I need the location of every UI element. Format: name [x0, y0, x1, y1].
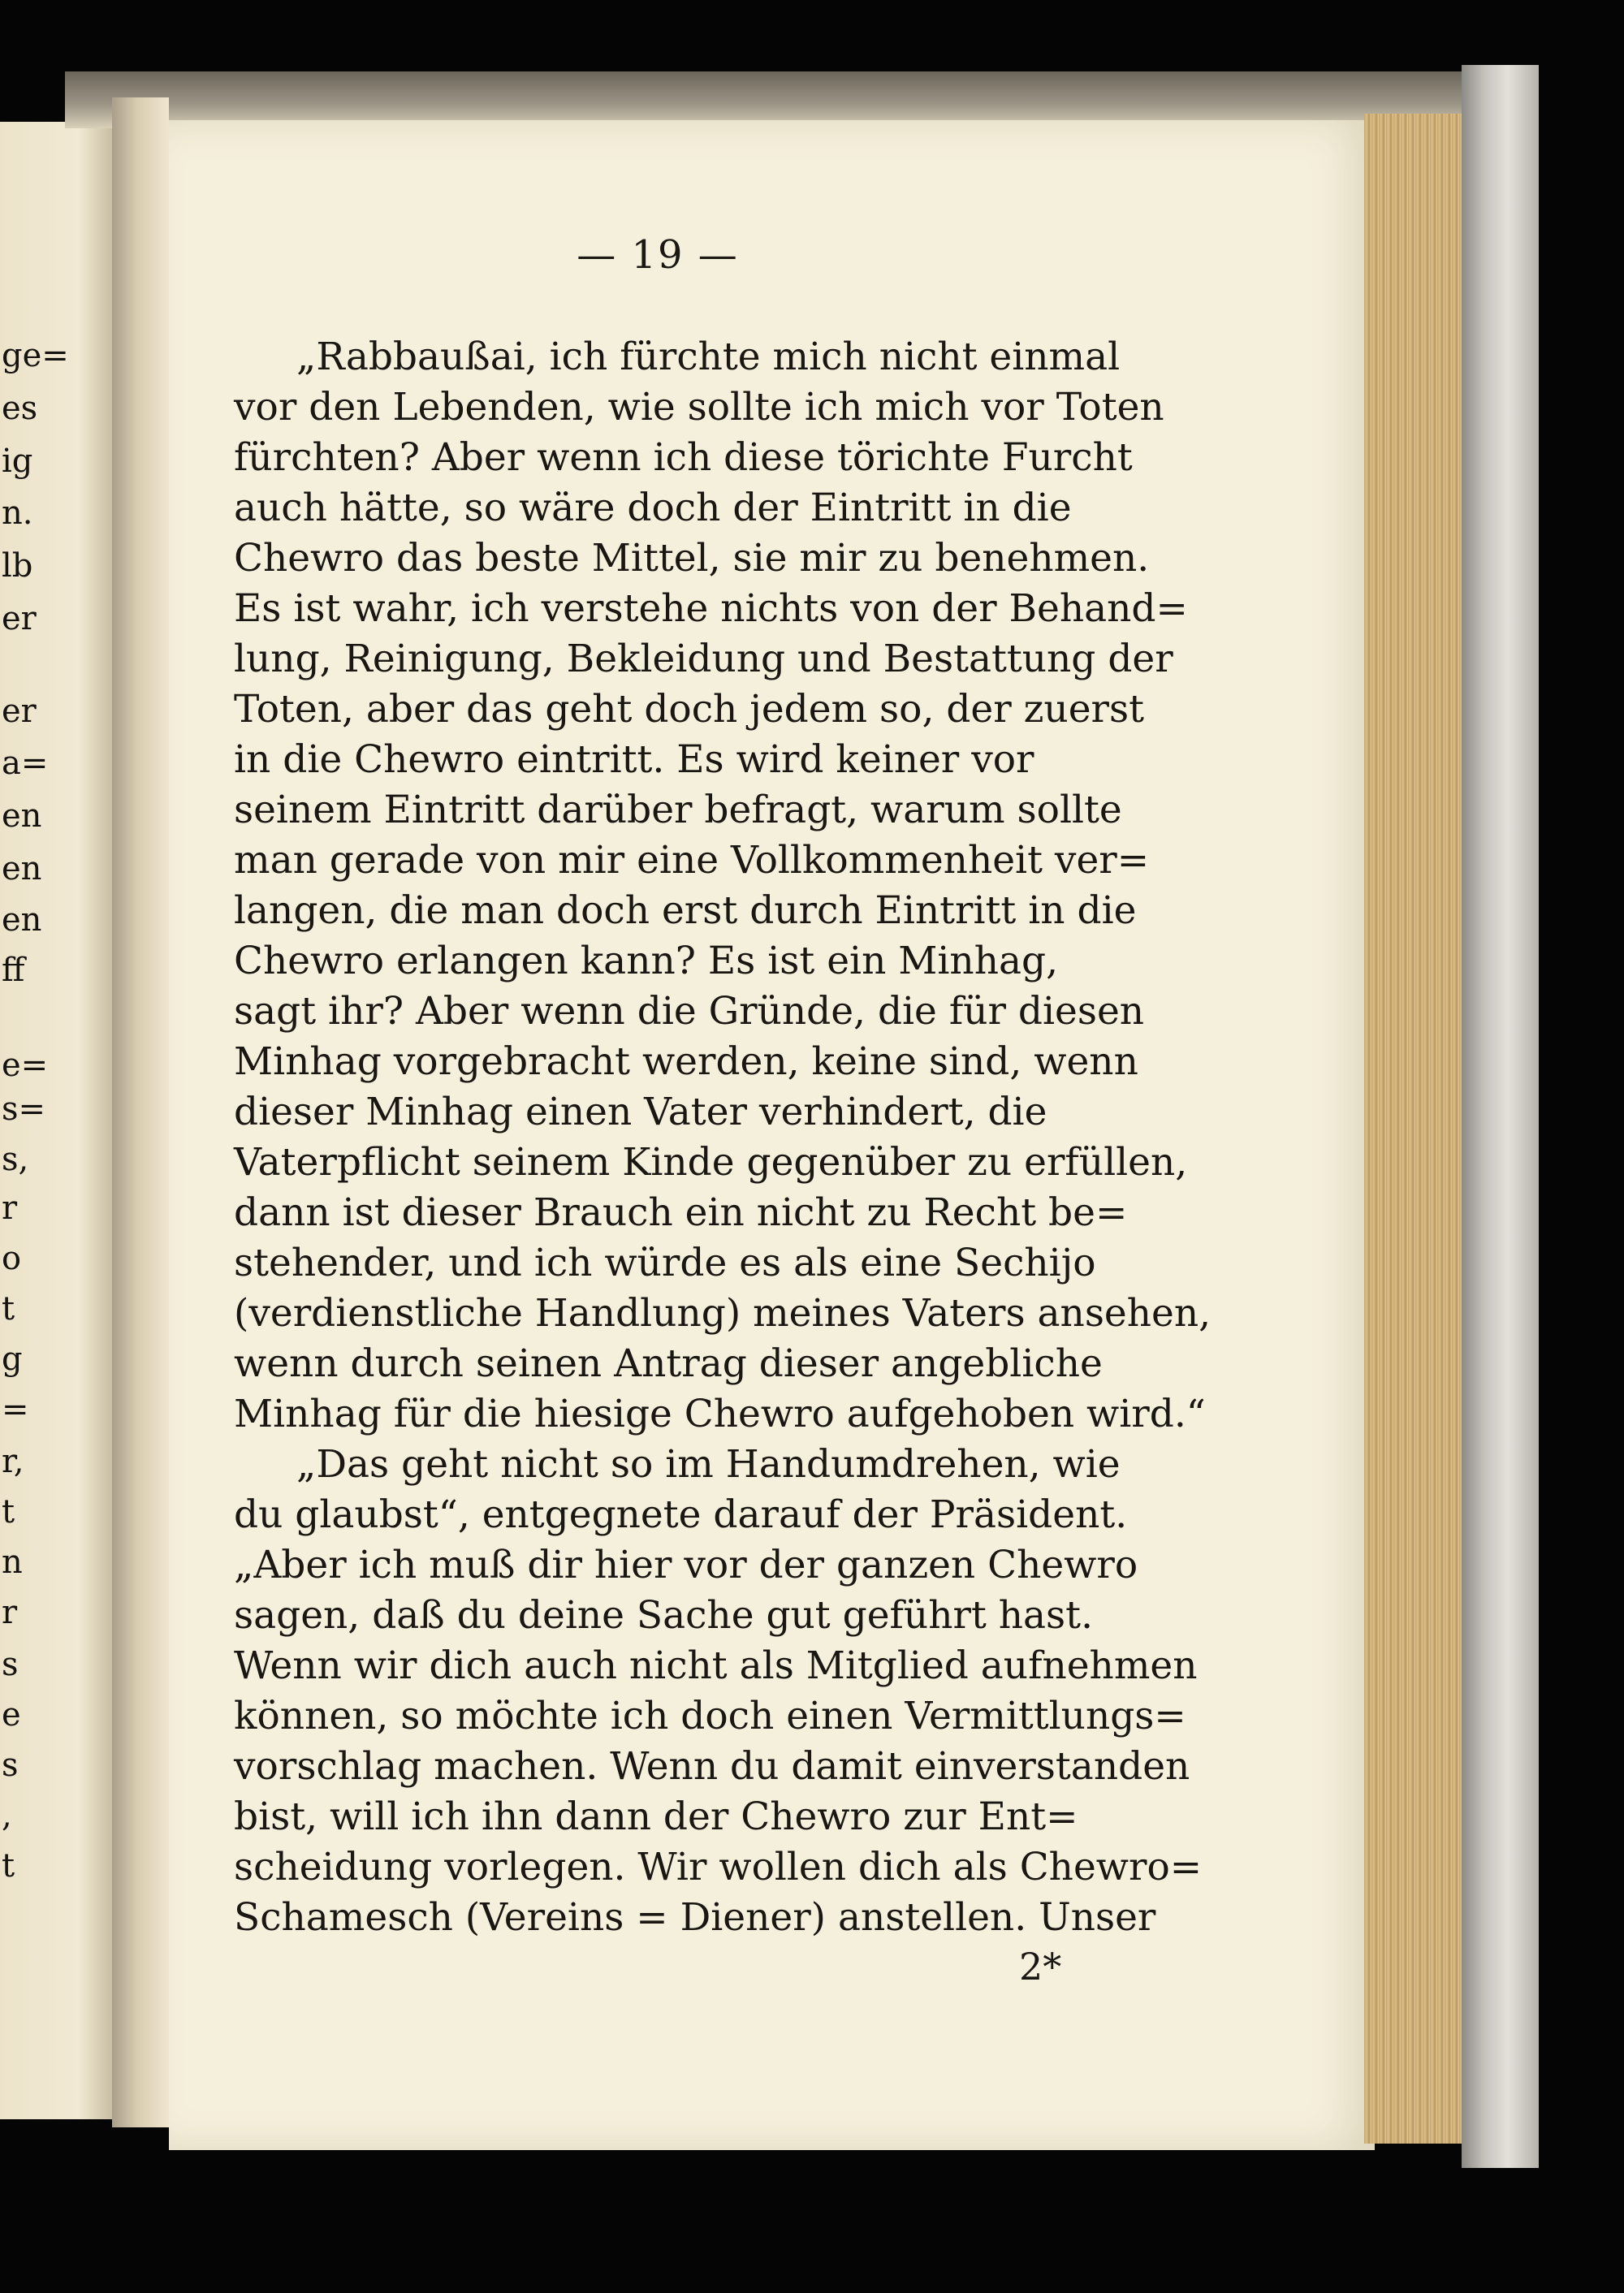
text-line: scheidung vorlegen. Wir wollen dich als Chewro= [234, 1845, 1203, 1889]
left-fragment: o [2, 1240, 22, 1277]
left-fragment: t [2, 1290, 15, 1328]
page-number: — 19 — [577, 232, 739, 278]
text-line: wenn durch seinen Antrag dieser angebliche [234, 1341, 1103, 1386]
text-line: (verdienstliche Handlung) meines Vaters ansehen, [234, 1291, 1212, 1336]
text-line: in die Chewro eintritt. Es wird keiner vor [234, 737, 1034, 782]
text-line: Wenn wir dich auch nicht als Mitglied aufnehmen [234, 1643, 1198, 1688]
text-line: Es ist wahr, ich verstehe nichts von der Behand= [234, 586, 1188, 631]
left-page-edge [0, 122, 112, 2119]
text-line: sagen, daß du deine Sache gut geführt hast. [234, 1593, 1094, 1638]
text-line: können, so möchte ich doch einen Vermittlungs= [234, 1694, 1186, 1738]
left-fragment: t [2, 1847, 15, 1885]
left-fragment: s [2, 1646, 19, 1683]
left-fragment: ig [2, 443, 33, 480]
left-fragment: en [2, 901, 42, 939]
left-fragment: n [2, 1544, 23, 1581]
left-fragment: ff [2, 952, 25, 989]
text-line: Vaterpflicht seinem Kinde gegenüber zu erfüllen, [234, 1140, 1188, 1185]
left-fragment: s, [2, 1141, 29, 1178]
left-fragment: = [2, 1391, 29, 1428]
left-fragment: en [2, 797, 42, 835]
text-line: dieser Minhag einen Vater verhindert, die [234, 1090, 1047, 1134]
text-line: seinem Eintritt darüber befragt, warum sollte [234, 788, 1122, 832]
left-fragment: er [2, 600, 37, 637]
text-line: „Das geht nicht so im Handumdrehen, wie [296, 1442, 1121, 1487]
left-fragment: s= [2, 1090, 46, 1128]
page-fore-edge [1364, 114, 1470, 2144]
left-fragment: ge= [2, 337, 69, 374]
left-fragment: g [2, 1341, 23, 1378]
signature-mark: 2* [1019, 1945, 1062, 1989]
text-line: Minhag für die hiesige Chewro aufgehoben wird.“ [234, 1392, 1206, 1436]
text-line: langen, die man doch erst durch Eintritt in die [234, 888, 1137, 933]
book-cover-edge [1462, 65, 1539, 2168]
text-line: auch hätte, so wäre doch der Eintritt in die [234, 486, 1072, 530]
left-fragment: r, [2, 1443, 24, 1480]
left-fragment: er [2, 693, 37, 730]
left-fragment: es [2, 390, 38, 427]
text-line: vor den Lebenden, wie sollte ich mich vor Toten [234, 385, 1164, 430]
text-line: „Rabbaußai, ich fürchte mich nicht einmal [296, 335, 1121, 379]
text-line: vorschlag machen. Wenn du damit einverstanden [234, 1744, 1190, 1789]
text-line: stehender, und ich würde es als eine Sechijo [234, 1241, 1096, 1285]
text-line: Minhag vorgebracht werden, keine sind, wenn [234, 1039, 1138, 1084]
text-line: lung, Reinigung, Bekleidung und Bestattung der [234, 637, 1173, 681]
left-fragment: e= [2, 1047, 49, 1084]
left-fragment: lb [2, 547, 33, 585]
book-gutter [112, 97, 169, 2127]
text-line: Schamesch (Vereins = Diener) anstellen. Unser [234, 1895, 1156, 1940]
left-fragment: r [2, 1190, 18, 1227]
text-line: Chewro erlangen kann? Es ist ein Minhag, [234, 939, 1059, 983]
text-line: man gerade von mir eine Vollkommenheit ver= [234, 838, 1150, 883]
text-line: „Aber ich muß dir hier vor der ganzen Chewro [234, 1543, 1138, 1587]
text-line: sagt ihr? Aber wenn die Gründe, die für diesen [234, 989, 1145, 1034]
text-line: fürchten? Aber wenn ich diese törichte Furcht [234, 435, 1133, 480]
left-fragment: r [2, 1594, 18, 1631]
text-line: Chewro das beste Mittel, sie mir zu benehmen. [234, 536, 1150, 581]
left-fragment: e [2, 1696, 21, 1734]
left-fragment: n. [2, 494, 33, 532]
left-fragment: s [2, 1747, 19, 1784]
left-fragment: t [2, 1493, 15, 1531]
left-fragment: a= [2, 745, 49, 782]
text-line: bist, will ich ihn dann der Chewro zur Ent= [234, 1794, 1078, 1839]
left-fragment: , [2, 1797, 12, 1834]
text-line: Toten, aber das geht doch jedem so, der zuerst [234, 687, 1144, 732]
left-fragment: en [2, 850, 42, 887]
text-line: du glaubst“, entgegnete darauf der Präsident. [234, 1492, 1128, 1537]
text-line: dann ist dieser Brauch ein nicht zu Recht be= [234, 1190, 1128, 1235]
